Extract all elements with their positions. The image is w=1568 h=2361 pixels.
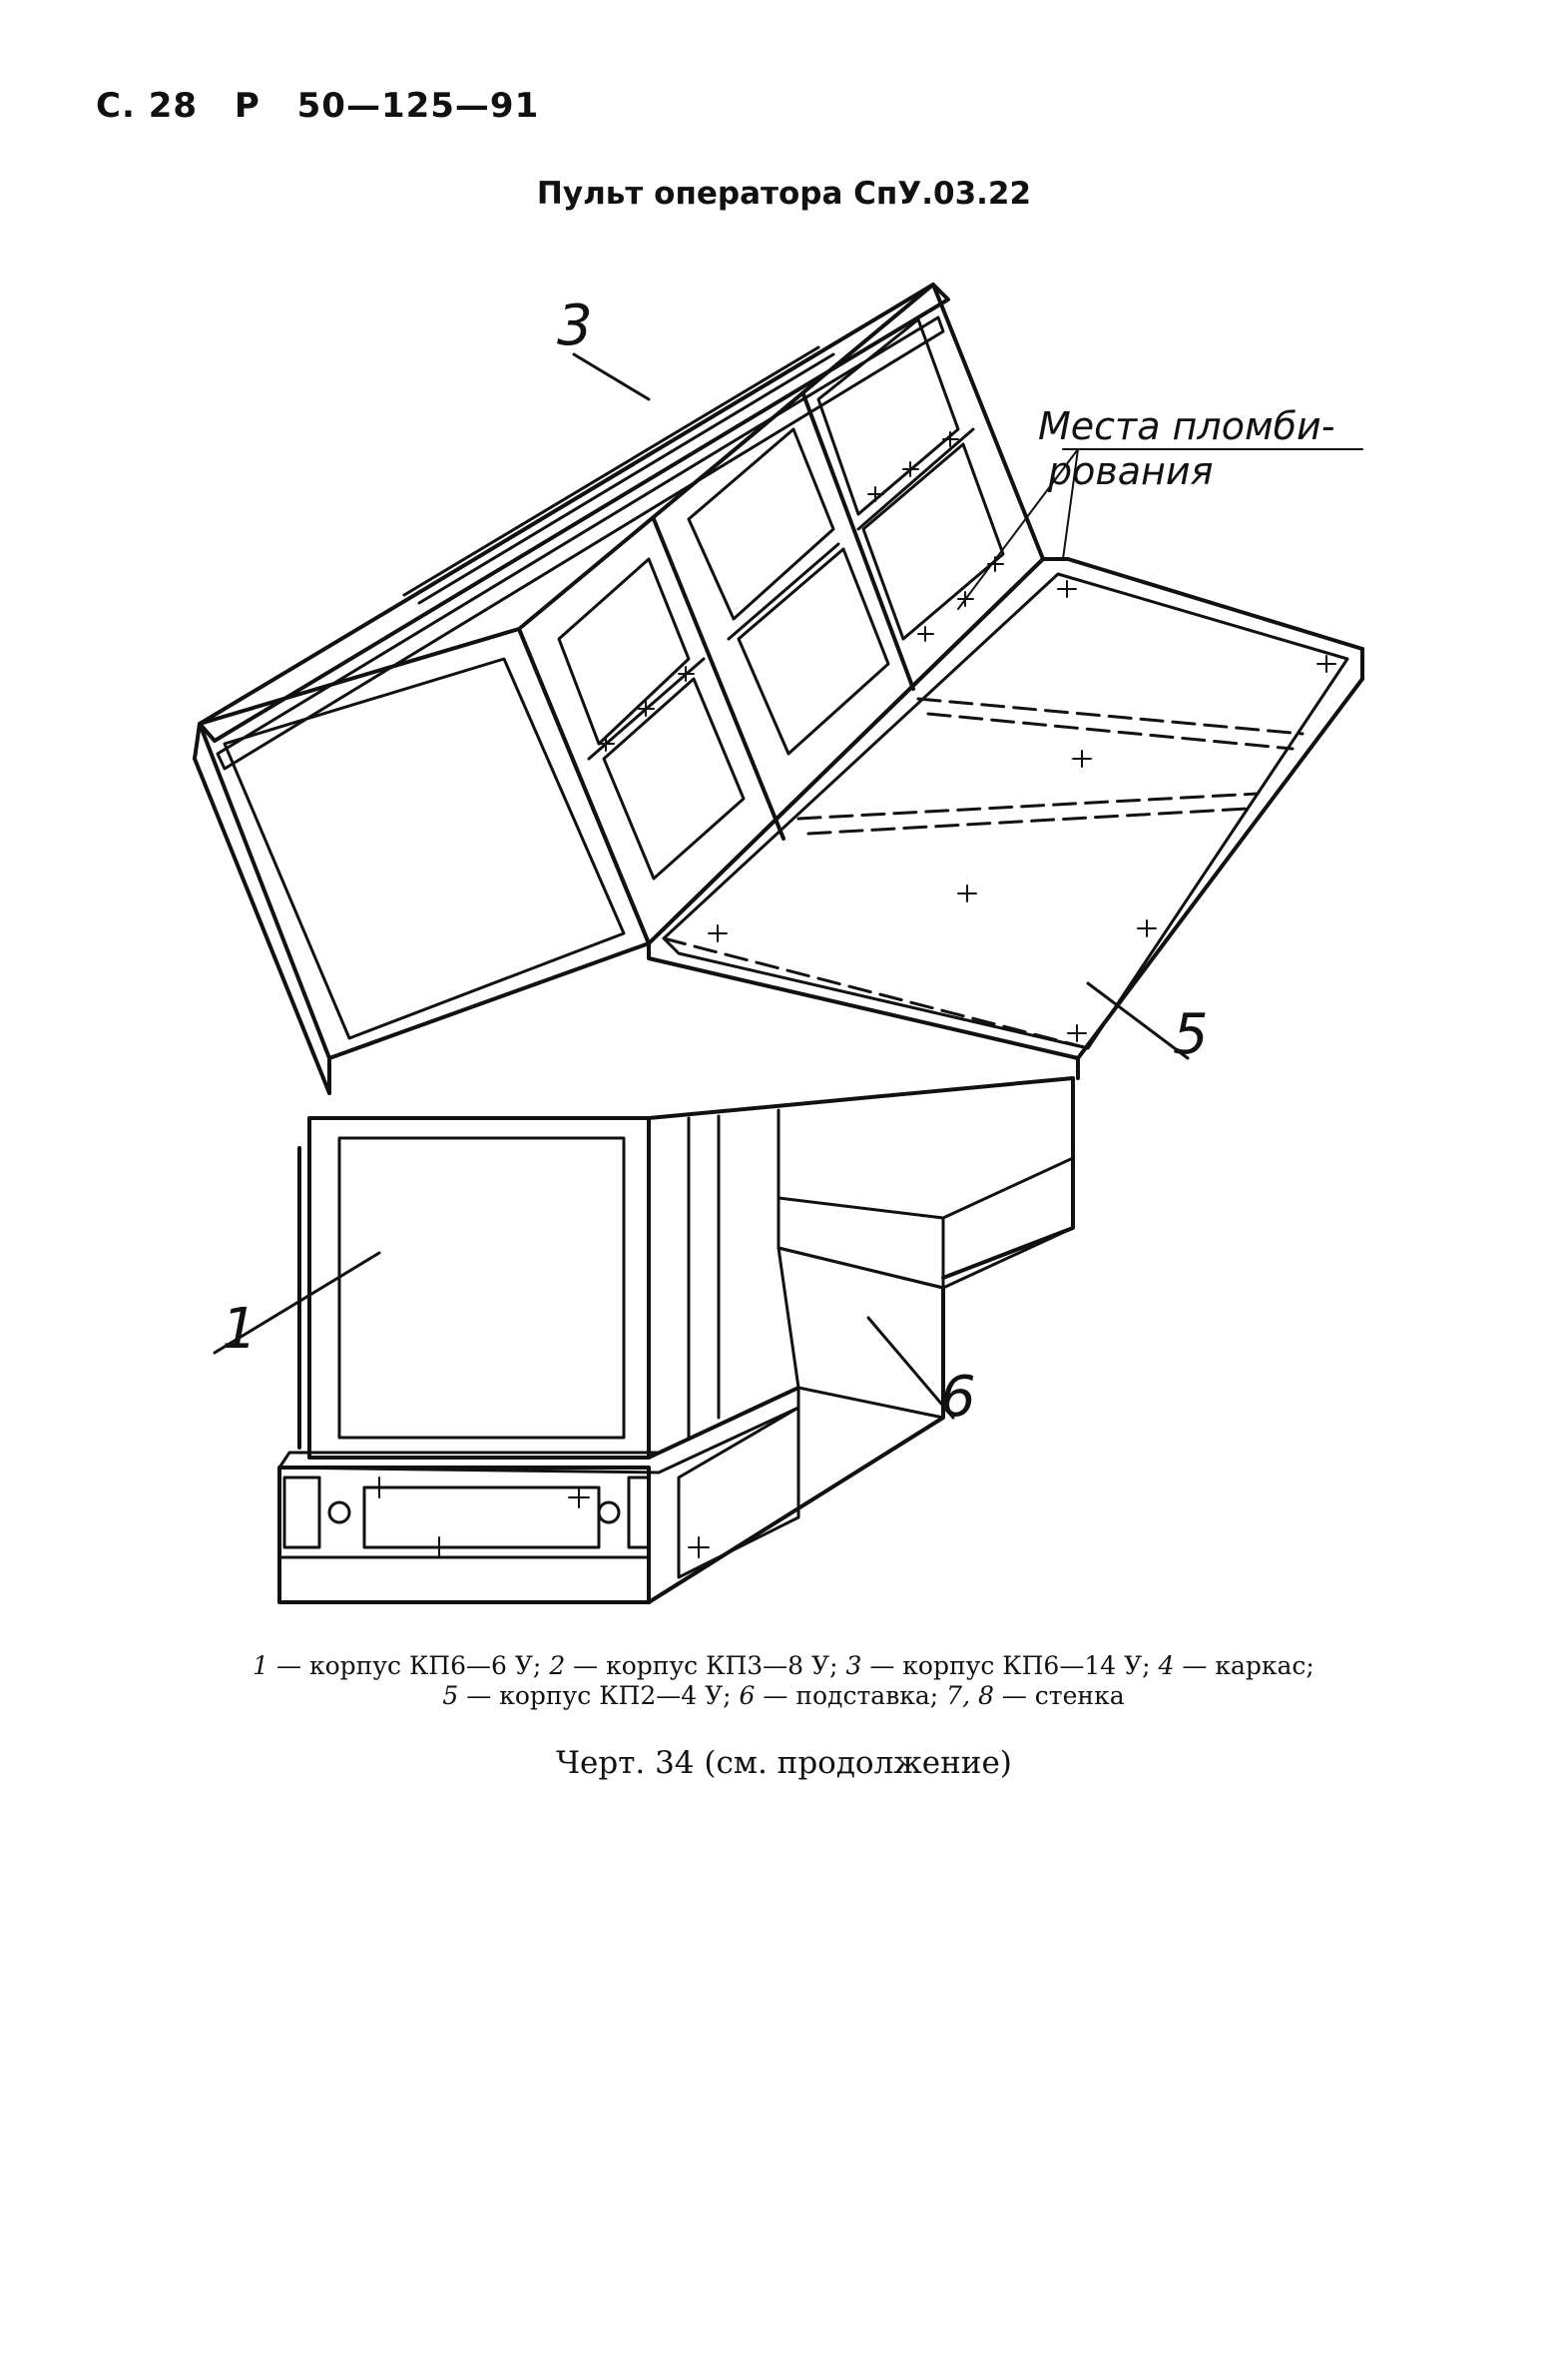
legend-num: 4	[1158, 1651, 1175, 1680]
legend-line-1	[180, 1651, 1387, 1681]
legend-line-2	[180, 1681, 1387, 1711]
seal-label-line2: рования	[1048, 449, 1214, 493]
desk-panels	[649, 559, 1362, 1078]
legend-text: — стенка	[993, 1681, 1125, 1710]
legend-text: — подставка;	[755, 1681, 947, 1710]
callout-5: 5	[1173, 1002, 1209, 1067]
legend-text: — корпус КП3—8 У;	[565, 1651, 846, 1680]
legend-text: — корпус КП6—6 У;	[268, 1651, 550, 1680]
page-number: С. 28	[96, 86, 199, 126]
figure-caption: Черт. 34 (см. продолжение)	[556, 1745, 1012, 1781]
upper-panel-housing	[195, 285, 1043, 1093]
legend-num: 6	[739, 1681, 756, 1710]
standard-number: 50—125—91	[296, 86, 540, 126]
legend-num: 2	[549, 1651, 566, 1680]
seal-label-line1: Места пломби-	[1038, 404, 1335, 448]
legend-text: — корпус КП2—4 У;	[458, 1681, 740, 1710]
callout-6: 6	[940, 1365, 976, 1430]
figure-legend	[180, 1651, 1387, 1711]
base-stand	[279, 1288, 943, 1602]
callout-3: 3	[557, 294, 593, 358]
legend-num: 3	[845, 1651, 862, 1680]
leader-lines	[215, 354, 1362, 1418]
legend-num: 1	[253, 1651, 269, 1680]
legend-num: 5	[442, 1681, 459, 1710]
legend-text: — каркас;	[1174, 1651, 1314, 1680]
standard-letter: Р	[234, 86, 261, 126]
figure-title: Пульт оператора СпУ.03.22	[536, 176, 1032, 212]
legend-text: — корпус КП6—14 У;	[861, 1651, 1159, 1680]
legend-num: 7, 8	[946, 1681, 994, 1710]
callout-1: 1	[222, 1297, 258, 1362]
